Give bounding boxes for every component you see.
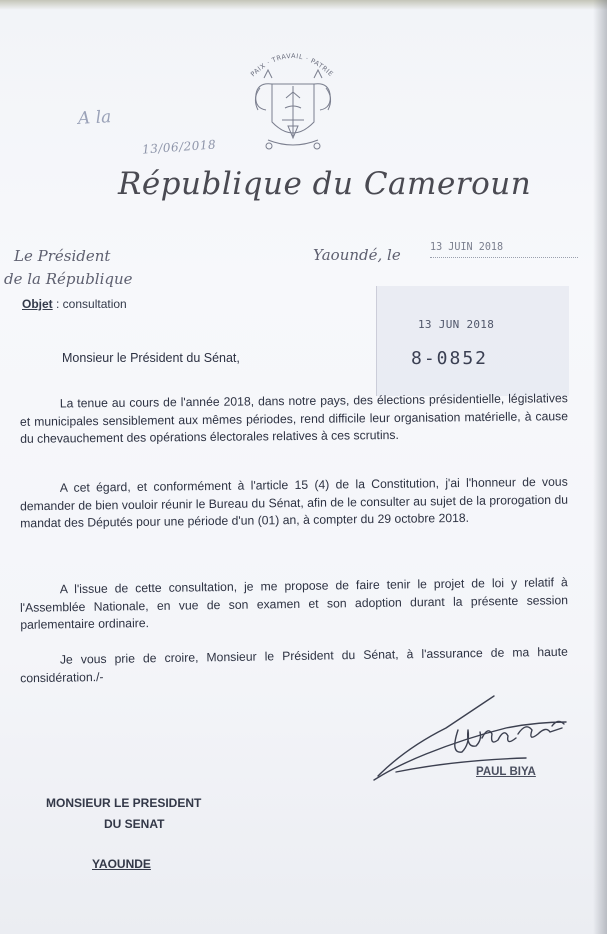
paragraph-1-text: La tenue au cours de l'année 2018, dans notre pays, des élections présidentielle, législatives et municipales sensiblement aux mêmes périodes, rend difficile leur organisation matérielle, à cause du chevauchement des opérations électorales relatives à ces scrutins.: [19, 391, 569, 447]
subject-line: [22, 297, 127, 311]
recipient-line-2: DU SENAT: [104, 817, 165, 831]
motto-text: PAIX · TRAVAIL · PATRIE: [248, 51, 336, 79]
subject-label: Objet: [22, 297, 53, 311]
paragraph-2-text: A cet égard, et conformément à l'article 15 (4) de la Constitution, j'ai l'honneur de vous demander de bien vouloir réunir le Bureau du Sénat, afin de le consulter au sujet de la prorogation du mandat des Députés pour une période d'un (01) an, à compter du 29 octobre 2018.: [19, 474, 569, 531]
body-paragraph-4: [20, 644, 568, 688]
coat-of-arms-icon: [238, 48, 348, 160]
paragraph-3-text: A l'issue de cette consultation, je me propose de faire tenir le projet de loi y relatif à l'Assemblée Nationale, en vue de son examen et son adoption durant la présente session parlementaire ordinaire.: [19, 575, 569, 633]
registration-number: 8-0852: [411, 348, 489, 369]
handwritten-reference: A la: [77, 107, 112, 129]
body-paragraph-3: [20, 574, 569, 634]
paragraph-4-text: Je vous prie de croire, Monsieur le Président du Sénat, à l'assurance de ma haute considération./-: [20, 644, 568, 685]
place-label: Yaoundé, le: [313, 246, 401, 264]
issuer-line-2: de la République: [4, 270, 133, 288]
page-right-shadow: [593, 0, 607, 934]
subject-value: : consultation: [56, 297, 127, 311]
page-top-edge: [0, 0, 607, 10]
salutation: Monsieur le Président du Sénat,: [62, 351, 240, 365]
signatory-name: PAUL BIYA: [476, 766, 536, 778]
recipient-line-1: MONSIEUR LE PRESIDENT: [46, 796, 202, 810]
recipient-city: YAOUNDE: [92, 857, 151, 871]
registration-stamp-box: [376, 286, 569, 396]
registration-stamp-date: 13 JUN 2018: [418, 318, 495, 331]
republic-title: République du Cameroun: [118, 166, 532, 202]
date-dotted-line: [430, 257, 578, 259]
printed-date: 13 JUIN 2018: [430, 240, 504, 253]
body-paragraph-1: [20, 390, 569, 448]
handwritten-signature: [366, 688, 580, 788]
issuer-line-1: Le Président: [14, 247, 111, 265]
handwritten-date: 13/06/2018: [141, 137, 217, 157]
body-paragraph-2: [20, 474, 569, 533]
